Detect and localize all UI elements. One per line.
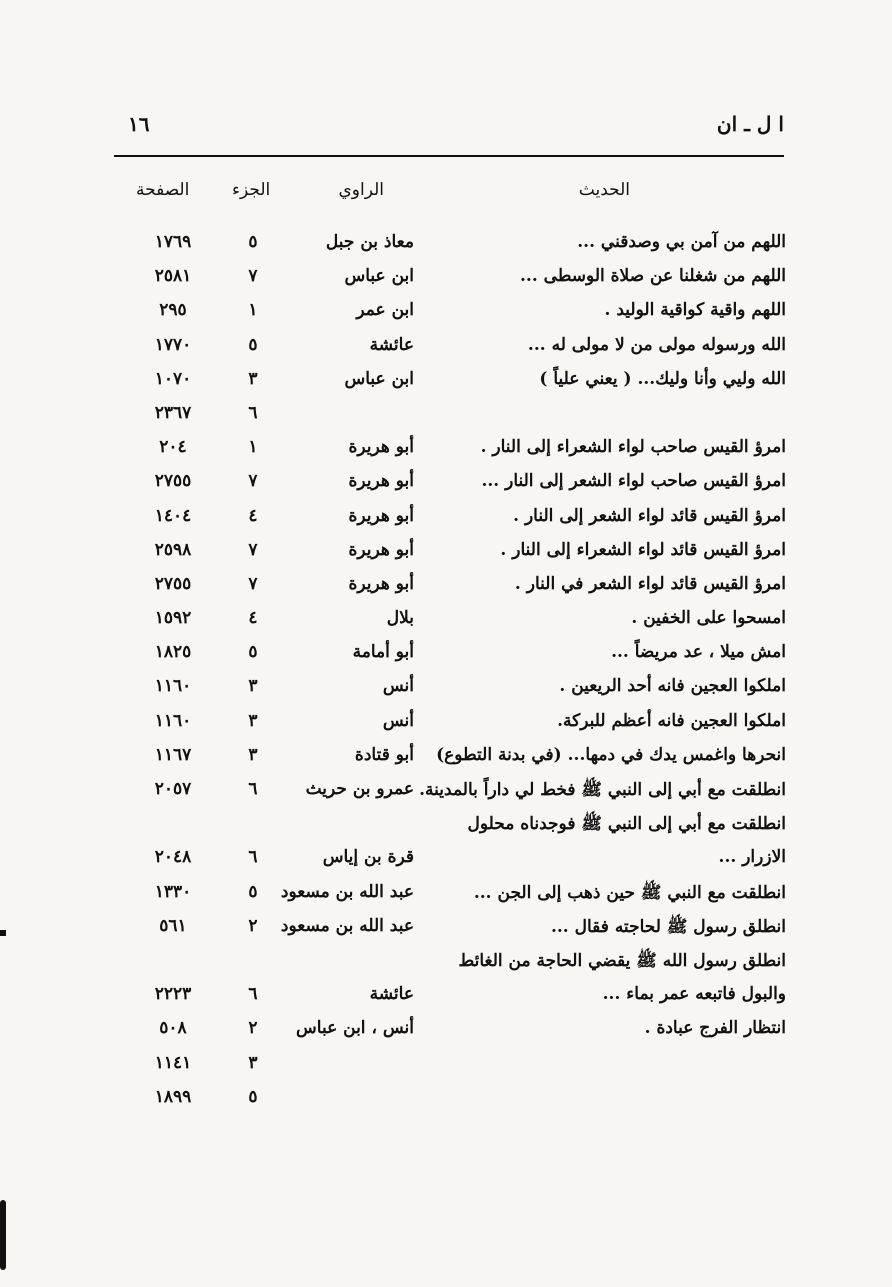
page-ref: ١١٦٠ <box>154 676 192 697</box>
hadith-text: الله وليي وأنا وليك... ( يعني علياً ) <box>539 368 786 389</box>
volume-number: ٦ <box>248 779 258 799</box>
page-number: ١٦ <box>128 112 150 136</box>
narrator-name: عائشة <box>369 984 414 1005</box>
page-ref: ٢٠٤ <box>159 437 187 458</box>
hadith-text: اللهم واقية كواقية الوليد . <box>604 300 786 321</box>
page-ref: ١٠٧٠ <box>154 368 192 389</box>
hadith-text: اللهم من شغلنا عن صلاة الوسطى ... <box>520 266 786 287</box>
table-row <box>0 745 892 779</box>
table-row <box>0 471 892 505</box>
hadith-text: انطلقت مع أبي إلى النبي ﷺ فخط لي داراً بالمدينة. <box>419 780 786 800</box>
table-row <box>0 437 892 471</box>
table-row <box>0 608 892 642</box>
page-ref: ٢٧٥٥ <box>154 573 192 594</box>
table-row <box>0 916 892 950</box>
narrator-name: ابن عباس <box>344 368 414 389</box>
page-ref: ٢٩٥ <box>159 300 187 321</box>
page-ref: ١١٦٧ <box>154 744 192 765</box>
table-row <box>0 779 892 813</box>
section-title: ا ل ـ ان <box>716 112 784 136</box>
page-ref: ٢٣٦٧ <box>154 402 192 423</box>
page-ref: ٢٥٩٨ <box>154 539 192 560</box>
narrator-name: أبو هريرة <box>348 471 414 492</box>
narrator-name: أنس <box>382 676 414 697</box>
hadith-text: امرؤ القيس قائد لواء الشعراء إلى النار . <box>500 539 786 560</box>
table-row <box>0 403 892 437</box>
narrator-name: عبد الله بن مسعود <box>280 915 414 936</box>
hadith-text: اللهم من آمن بي وصدقني ... <box>577 232 786 252</box>
table-row <box>0 506 892 540</box>
narrator-name: أنس ، ابن عباس <box>296 1018 414 1039</box>
volume-number: ١ <box>248 437 258 458</box>
table-row <box>0 984 892 1018</box>
volume-number: ٧ <box>248 471 258 492</box>
volume-number: ٥ <box>248 1086 258 1107</box>
page-header <box>114 112 784 152</box>
table-row <box>0 266 892 300</box>
hadith-text: انطلقت مع أبي إلى النبي ﷺ فوجدناه محلول <box>467 814 786 835</box>
table-row <box>0 642 892 676</box>
table-row <box>0 1018 892 1052</box>
volume-number: ٧ <box>248 266 258 287</box>
page-ref: ١٧٦٩ <box>154 232 192 252</box>
volume-number: ٣ <box>248 710 258 731</box>
header-rule <box>114 155 784 157</box>
table-row <box>0 540 892 574</box>
page-ref: ١٣٣٠ <box>154 881 192 902</box>
table-row <box>0 1053 892 1087</box>
narrator-name: ابن عباس <box>344 266 414 287</box>
narrator-name: أنس <box>382 710 414 731</box>
column-header-volume: الجزء <box>232 180 271 200</box>
narrator-name: أبو أمامة <box>352 642 414 663</box>
page-ref: ١١٤١ <box>154 1052 192 1073</box>
volume-number: ٣ <box>248 1052 258 1073</box>
page-ref: ٢٢٢٣ <box>154 984 192 1005</box>
page-ref: ٥٠٨ <box>159 1018 187 1039</box>
page-ref: ١٧٧٠ <box>154 334 192 355</box>
narrator-name: عائشة <box>369 334 414 355</box>
page-ref: ٢٠٥٧ <box>154 779 192 799</box>
table-row <box>0 711 892 745</box>
scan-edge-mark <box>0 1200 6 1270</box>
table-row <box>0 335 892 369</box>
scan-edge-mark <box>0 930 6 936</box>
hadith-text: امرؤ القيس قائد لواء الشعر في النار . <box>514 573 786 594</box>
narrator-name: عمرو بن حريث <box>305 779 414 799</box>
hadith-index-table <box>0 232 892 1121</box>
page-ref: ١٥٩٢ <box>154 608 192 629</box>
table-row <box>0 300 892 334</box>
volume-number: ٦ <box>248 402 258 423</box>
volume-number: ٢ <box>248 915 258 936</box>
hadith-text: والبول فاتبعه عمر بماء ... <box>602 984 786 1005</box>
volume-number: ٧ <box>248 539 258 560</box>
narrator-name: بلال <box>386 608 414 629</box>
hadith-text: املكوا العجين فانه أحد الريعين . <box>559 676 786 697</box>
column-header-page: الصفحة <box>136 180 190 200</box>
page-ref: ١١٦٠ <box>154 710 192 731</box>
table-row <box>0 574 892 608</box>
column-header-narrator: الراوي <box>338 180 384 200</box>
volume-number: ٤ <box>248 608 258 629</box>
page-ref: ١٤٠٤ <box>154 505 192 526</box>
narrator-name: معاذ بن جبل <box>325 232 414 252</box>
hadith-text: الله ورسوله مولى من لا مولى له ... <box>527 334 786 355</box>
volume-number: ٥ <box>248 881 258 902</box>
volume-number: ١ <box>248 300 258 321</box>
page-ref: ١٨٩٩ <box>154 1086 192 1107</box>
hadith-text: امرؤ القيس قائد لواء الشعر إلى النار . <box>513 505 786 526</box>
hadith-text: امش ميلا ، عد مريضاً ... <box>611 642 786 663</box>
narrator-name: أبو هريرة <box>348 505 414 526</box>
narrator-name: أبو هريرة <box>348 573 414 594</box>
volume-number: ٦ <box>248 984 258 1005</box>
volume-number: ٣ <box>248 368 258 389</box>
volume-number: ٥ <box>248 232 258 252</box>
table-row <box>0 950 892 984</box>
table-row <box>0 847 892 881</box>
narrator-name: ابن عمر <box>356 300 414 321</box>
hadith-text: امرؤ القيس صاحب لواء الشعر إلى النار ... <box>481 471 786 492</box>
narrator-name: قرة بن إياس <box>322 847 414 868</box>
narrator-name: أبو هريرة <box>348 539 414 560</box>
table-row <box>0 813 892 847</box>
page-ref: ٢٠٤٨ <box>154 847 192 868</box>
volume-number: ٢ <box>248 1018 258 1039</box>
volume-number: ٣ <box>248 744 258 765</box>
volume-number: ٤ <box>248 505 258 526</box>
column-header-hadith: الحديث <box>578 180 630 200</box>
hadith-text: انطلق رسول الله ﷺ يقضي الحاجة من الغائط <box>458 950 786 971</box>
page-ref: ٢٧٥٥ <box>154 471 192 492</box>
table-row <box>0 1087 892 1121</box>
hadith-text: الازرار ... <box>718 847 786 868</box>
hadith-text: امرؤ القيس صاحب لواء الشعراء إلى النار . <box>480 437 786 458</box>
volume-number: ٥ <box>248 334 258 355</box>
page-ref: ١٨٢٥ <box>154 642 192 663</box>
hadith-text: انتظار الفرج عبادة . <box>644 1018 786 1039</box>
narrator-name: أبو هريرة <box>348 437 414 458</box>
volume-number: ٦ <box>248 847 258 868</box>
hadith-text: انطلقت مع النبي ﷺ حين ذهب إلى الجن ... <box>473 882 786 903</box>
page-ref: ٥٦١ <box>159 915 187 936</box>
hadith-text: املكوا العجين فانه أعظم للبركة. <box>557 710 786 731</box>
hadith-text: امسحوا على الخفين . <box>631 608 786 629</box>
hadith-text: انطلق رسول ﷺ لحاجته فقال ... <box>550 916 786 937</box>
hadith-text: انحرها واغمس يدك في دمها... (في بدنة التطوع) <box>436 744 786 765</box>
narrator-name: عبد الله بن مسعود <box>280 881 414 902</box>
table-row <box>0 232 892 266</box>
table-row <box>0 676 892 710</box>
table-row <box>0 369 892 403</box>
volume-number: ٧ <box>248 573 258 594</box>
page-ref: ٢٥٨١ <box>154 266 192 287</box>
table-row <box>0 882 892 916</box>
volume-number: ٥ <box>248 642 258 663</box>
narrator-name: أبو قتادة <box>354 744 414 765</box>
volume-number: ٣ <box>248 676 258 697</box>
